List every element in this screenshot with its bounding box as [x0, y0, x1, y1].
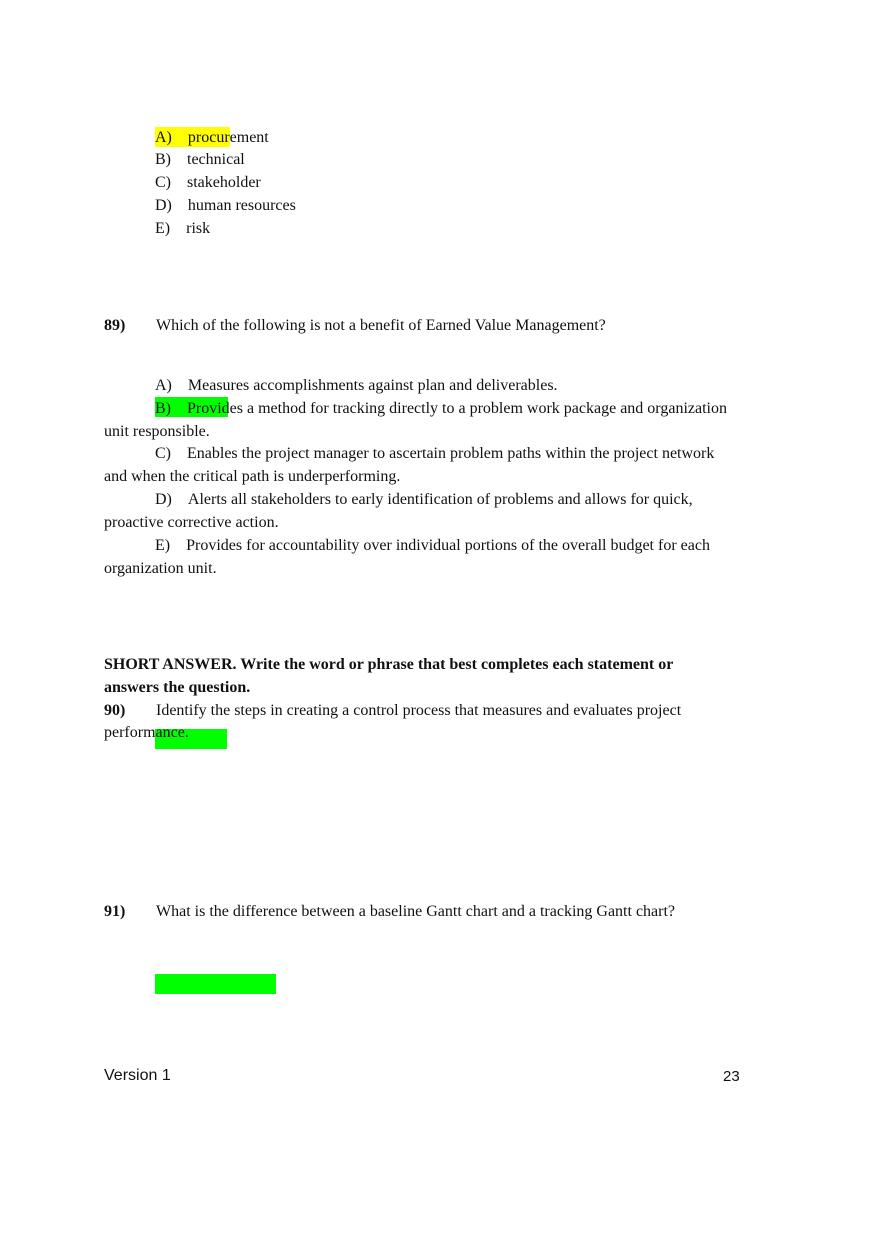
q88-option-c	[155, 173, 261, 193]
option-text: Provides a method for tracking directly to a problem work package and organization	[187, 400, 727, 417]
q90-question-line1: Identify the steps in creating a control process that measures and evaluates project	[156, 702, 682, 719]
option-label: C)	[155, 174, 171, 191]
option-text: human resources	[187, 197, 296, 214]
option-label: B)	[155, 151, 171, 168]
q89-option-b	[155, 399, 727, 419]
q91-number: 91)	[104, 903, 126, 920]
answer-highlight-q91	[155, 974, 276, 994]
q89-option-c	[155, 444, 714, 464]
option-label: D)	[155, 491, 172, 508]
short-answer-heading-line2: answers the question.	[104, 679, 251, 696]
q89-number: 89)	[104, 317, 126, 334]
q89-option-a	[155, 376, 558, 396]
option-text: Enables the project manager to ascertain problem paths within the project network	[187, 445, 715, 462]
q89-question: Which of the following is not a benefit of Earned Value Management?	[156, 317, 606, 334]
option-text: Measures accomplishments against plan and deliverables.	[187, 377, 558, 394]
short-answer-heading-line1: SHORT ANSWER. Write the word or phrase that best completes each statement or	[104, 656, 674, 673]
footer-version: Version 1	[104, 1067, 171, 1084]
option-label: A)	[155, 377, 172, 394]
q89-option-e-continued: organization unit.	[104, 560, 217, 577]
option-text: Provides for accountability over individual portions of the overall budget for each	[186, 537, 710, 554]
footer-page-number: 23	[723, 1068, 740, 1085]
option-label: B)	[155, 400, 171, 417]
q89-option-e	[155, 536, 710, 556]
option-text: procurement	[187, 129, 269, 146]
q90-question-line2: performance.	[104, 724, 189, 741]
option-label: D)	[155, 197, 172, 214]
option-label: E)	[155, 537, 171, 554]
q90-number: 90)	[104, 702, 126, 719]
option-label: E)	[155, 220, 171, 237]
q89-option-c-continued: and when the critical path is underperforming.	[104, 468, 401, 485]
option-text: Alerts all stakeholders to early identification of problems and allows for quick,	[187, 491, 693, 508]
q89-option-b-continued: unit responsible.	[104, 423, 210, 440]
q89-option-d-continued: proactive corrective action.	[104, 514, 279, 531]
option-text: risk	[186, 220, 211, 237]
q88-option-e	[155, 219, 210, 239]
option-label: A)	[155, 129, 172, 146]
q91-question: What is the difference between a baseline Gantt chart and a tracking Gantt chart?	[156, 903, 676, 920]
option-label: C)	[155, 445, 171, 462]
q89-option-d	[155, 490, 693, 510]
q88-option-a	[155, 128, 269, 148]
q88-option-d	[155, 196, 296, 216]
option-text: technical	[187, 151, 245, 168]
q88-option-b	[155, 150, 245, 170]
option-text: stakeholder	[187, 174, 261, 191]
